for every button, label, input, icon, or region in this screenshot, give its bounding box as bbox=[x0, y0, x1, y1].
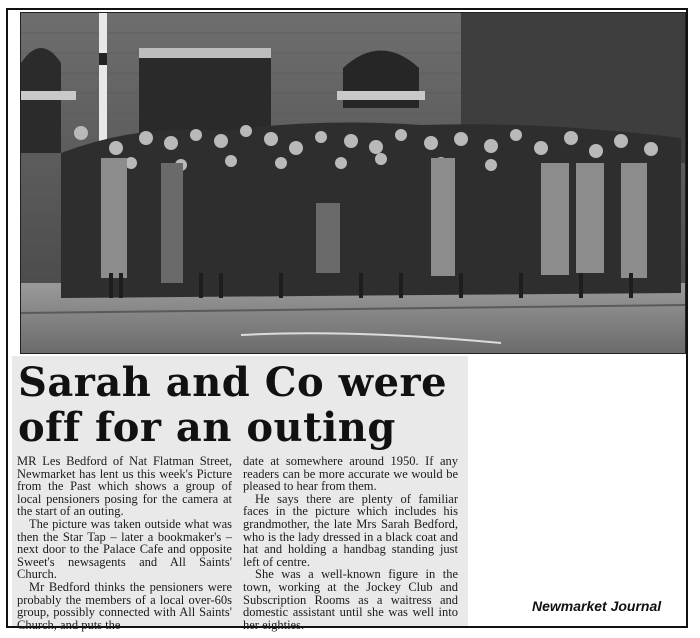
paragraph: He says there are plenty of familiar faces in the picture which includes his grandmother, the late Mrs Sarah Bedford, who is the lady dressed in a black coat and hat and holding a handbag standing just left of centre. bbox=[243, 491, 458, 569]
paragraph: Mr Bedford thinks the pensioners were probably the members of a local over-60s group, possibly connected with All Saints' Church, and puts the bbox=[17, 579, 232, 632]
source-credit: Newmarket Journal bbox=[532, 598, 662, 614]
article-column-2 bbox=[243, 455, 458, 631]
article-column-1 bbox=[17, 455, 232, 631]
group-photo-image bbox=[21, 13, 686, 354]
article-headline: Sarah and Co were off for an outing bbox=[18, 359, 448, 451]
paragraph: She was a well-known figure in the town, working at the Jockey Club and Subscription Rooms as a waitress and domestic assistant until she was well into her eighties. bbox=[243, 567, 458, 632]
paragraph: date at somewhere around 1950. If any readers can be more accurate we would be pleased to hear from them. bbox=[243, 454, 458, 494]
paragraph: The picture was taken outside what was then the Star Tap – later a bookmaker's – next door to the Palace Cafe and opposite Sweet's newsagents and All Saints' Church. bbox=[17, 516, 232, 582]
group-photo bbox=[20, 12, 686, 354]
paragraph: MR Les Bedford of Nat Flatman Street, Newmarket has lent us this week's Picture from the Past which shows a group of local pensioners posing for the camera at the start of an outing. bbox=[17, 454, 232, 519]
